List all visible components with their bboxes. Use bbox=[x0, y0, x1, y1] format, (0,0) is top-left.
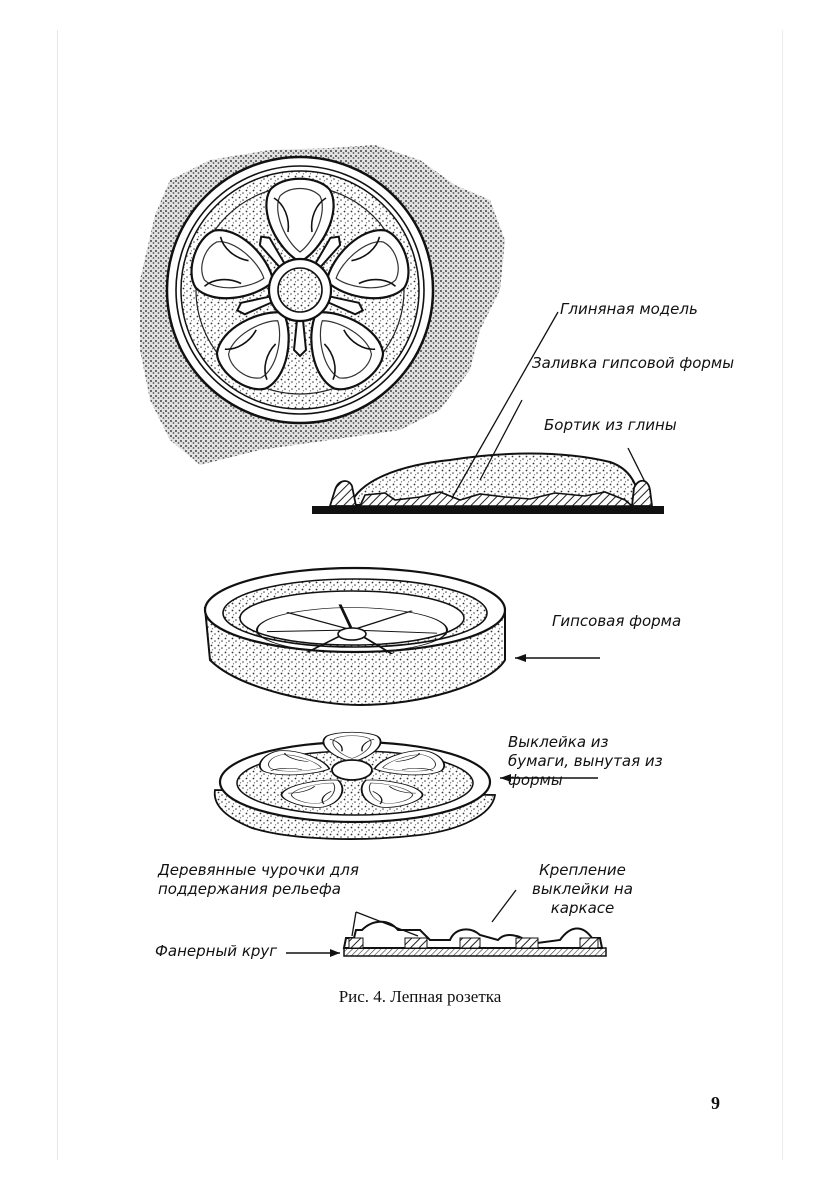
label-plaster-mold: Гипсовая форма bbox=[552, 612, 682, 630]
label-wooden-blocks: Деревянные чурочки для поддержания рельефа bbox=[158, 861, 359, 898]
label-clay-model: Глиняная модель bbox=[560, 300, 698, 318]
label-clay-rim: Бортик из глины bbox=[544, 416, 677, 434]
plaster-mold bbox=[205, 568, 600, 705]
figure-caption: Рис. 4. Лепная розетка bbox=[338, 987, 502, 1006]
label-cast-mounting: Крепление выклейки на каркасе bbox=[532, 861, 633, 917]
label-plywood-circle: Фанерный круг bbox=[155, 942, 278, 960]
label-plaster-pour: Заливка гипсовой формы bbox=[532, 354, 735, 372]
page-number: 9 bbox=[711, 1093, 720, 1113]
label-paper-cast: Выклейка из бумаги, вынутая из формы bbox=[508, 733, 663, 789]
rosette-top-view bbox=[140, 145, 505, 465]
